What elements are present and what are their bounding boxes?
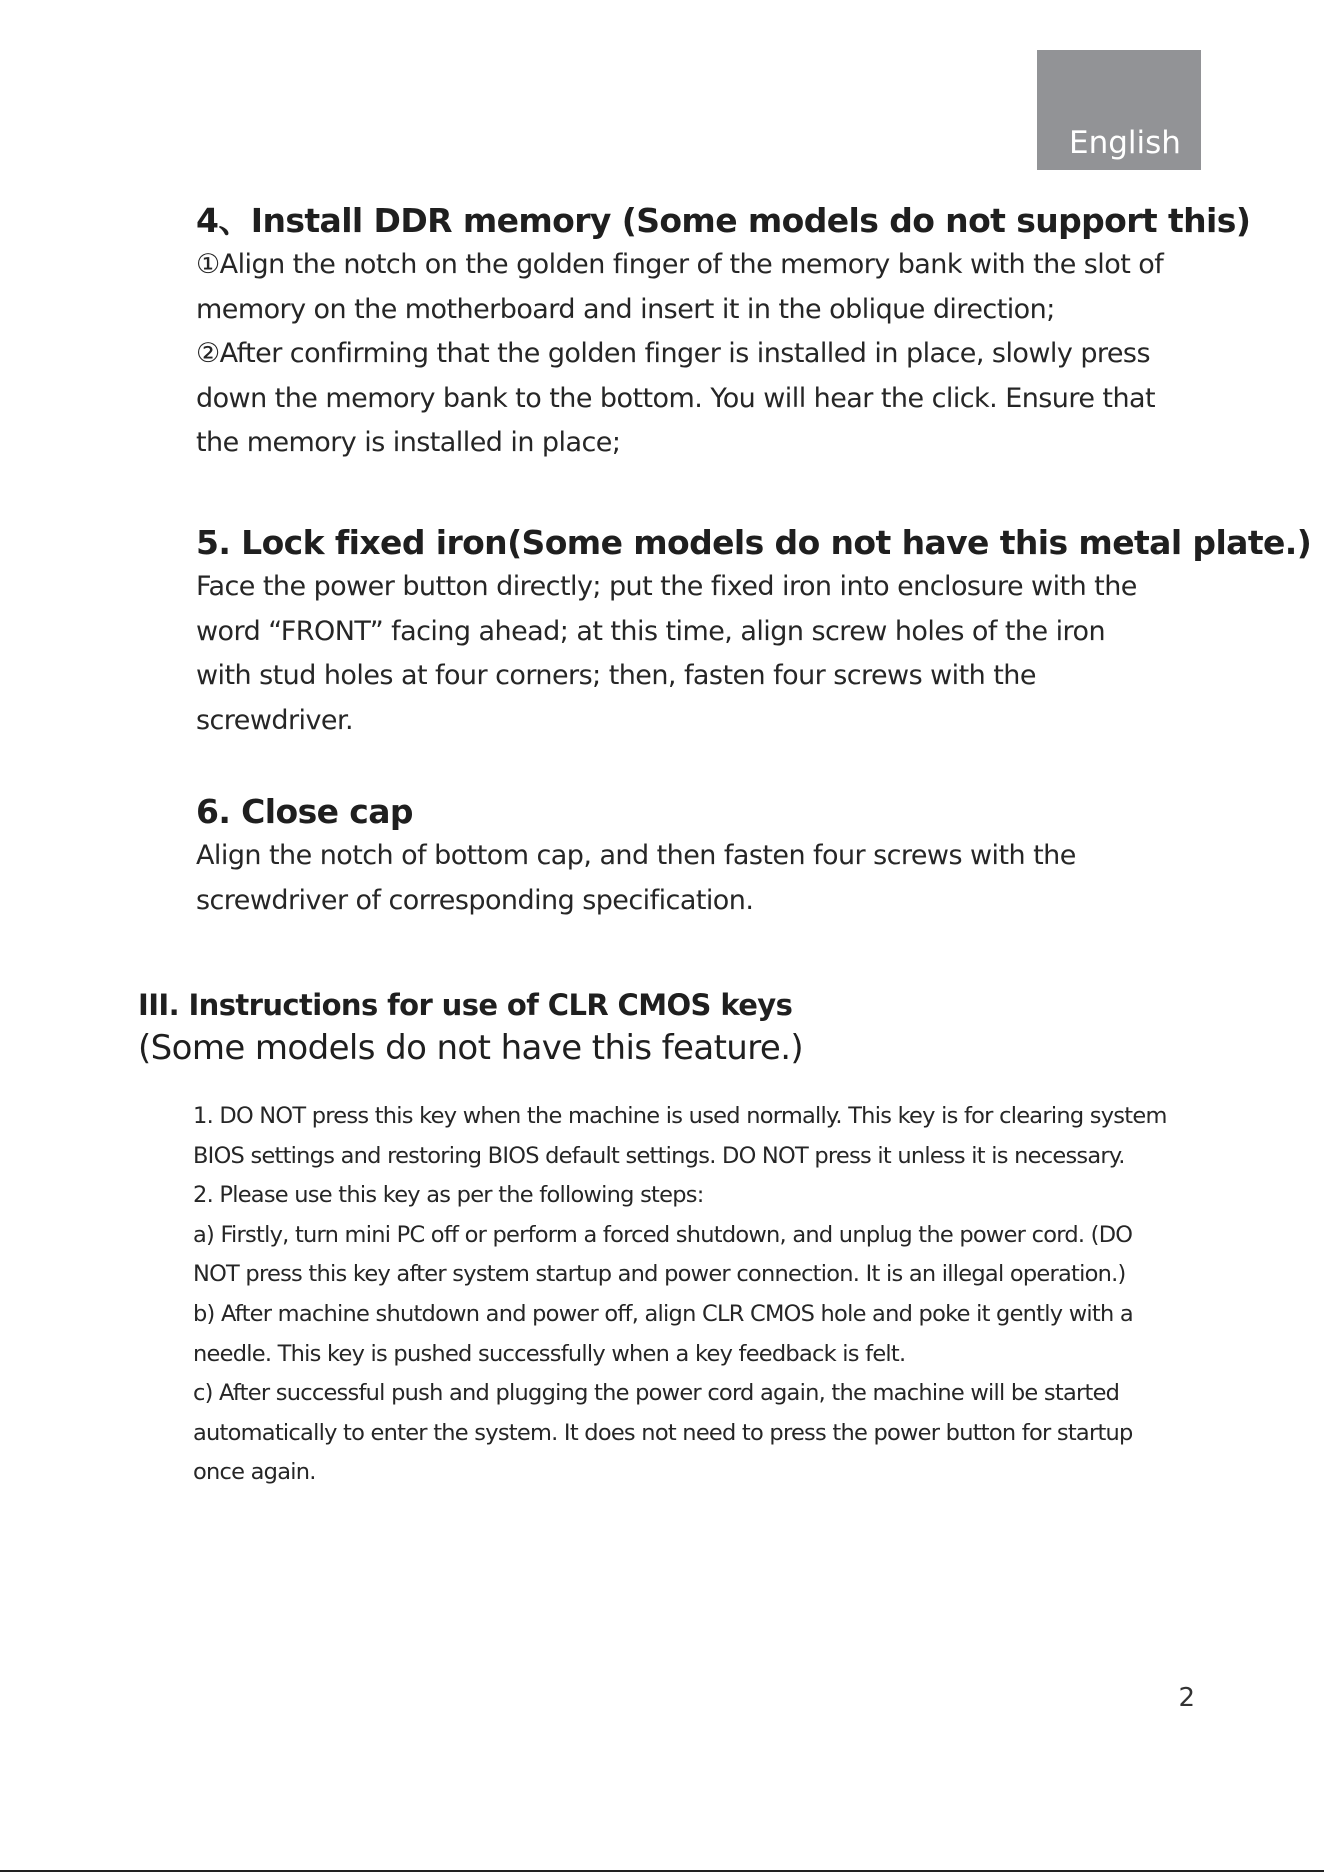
paragraph-line: screwdriver of corresponding specification. xyxy=(196,884,754,916)
paragraph-line: memory on the motherboard and insert it in the oblique direction; xyxy=(196,293,1055,325)
section-close-cap xyxy=(196,790,1206,923)
page-number: 2 xyxy=(1178,1683,1195,1713)
instruction-line: BIOS settings and restoring BIOS default settings. DO NOT press it unless it is necessary. xyxy=(193,1142,1125,1169)
language-tab-label: English xyxy=(1069,125,1181,161)
cmos-heading-block xyxy=(138,985,1198,1071)
paragraph-line: Align the notch of bottom cap, and then fasten four screws with the xyxy=(196,840,1076,871)
paragraph-line: with stud holes at four corners; then, fasten four screws with the xyxy=(196,660,1036,691)
instruction-line: c) After successful push and plugging the power cord again, the machine will be started xyxy=(193,1380,1120,1407)
instruction-line: a) Firstly, turn mini PC off or perform a forced shutdown, and unplug the power cord. (DO xyxy=(193,1221,1133,1248)
paragraph-line: ②After confirming that the golden finger is installed in place, slowly press xyxy=(196,338,1150,369)
section-heading: 5. Lock fixed iron(Some models do not have this metal plate.) xyxy=(196,523,1312,562)
instruction-line: once again. xyxy=(193,1459,316,1486)
instruction-line: needle. This key is pushed successfully when a key feedback is felt. xyxy=(193,1340,906,1367)
section-heading: 6. Close cap xyxy=(196,792,413,831)
section-install-ddr-memory xyxy=(196,199,1251,466)
instruction-line: b) After machine shutdown and power off, align CLR CMOS hole and poke it gently with a xyxy=(193,1300,1133,1327)
section-lock-fixed-iron xyxy=(196,521,1312,743)
instruction-line: 2. Please use this key as per the following steps: xyxy=(193,1182,704,1209)
section-heading: 4、Install DDR memory (Some models do not support this) xyxy=(196,201,1251,240)
cmos-title: III. Instructions for use of CLR CMOS keys xyxy=(138,988,793,1022)
instruction-line: NOT press this key after system startup and power connection. It is an illegal operation.) xyxy=(193,1261,1126,1288)
paragraph-line: Face the power button directly; put the fixed iron into enclosure with the xyxy=(196,571,1137,602)
paragraph-line: screwdriver. xyxy=(196,704,354,736)
language-tab xyxy=(1037,50,1201,170)
paragraph-line: word “FRONT” facing ahead; at this time, align screw holes of the iron xyxy=(196,615,1106,647)
cmos-instructions xyxy=(193,1097,1213,1493)
paragraph-line: ①Align the notch on the golden finger of the memory bank with the slot of xyxy=(196,249,1164,280)
paragraph-line: down the memory bank to the bottom. You will hear the click. Ensure that xyxy=(196,382,1156,414)
paragraph-line: the memory is installed in place; xyxy=(196,427,621,458)
instruction-line: 1. DO NOT press this key when the machine is used normally. This key is for clearing system xyxy=(193,1103,1167,1129)
instruction-line: automatically to enter the system. It does not need to press the power button for startup xyxy=(193,1419,1133,1446)
cmos-subtitle: (Some models do not have this feature.) xyxy=(138,1028,804,1068)
